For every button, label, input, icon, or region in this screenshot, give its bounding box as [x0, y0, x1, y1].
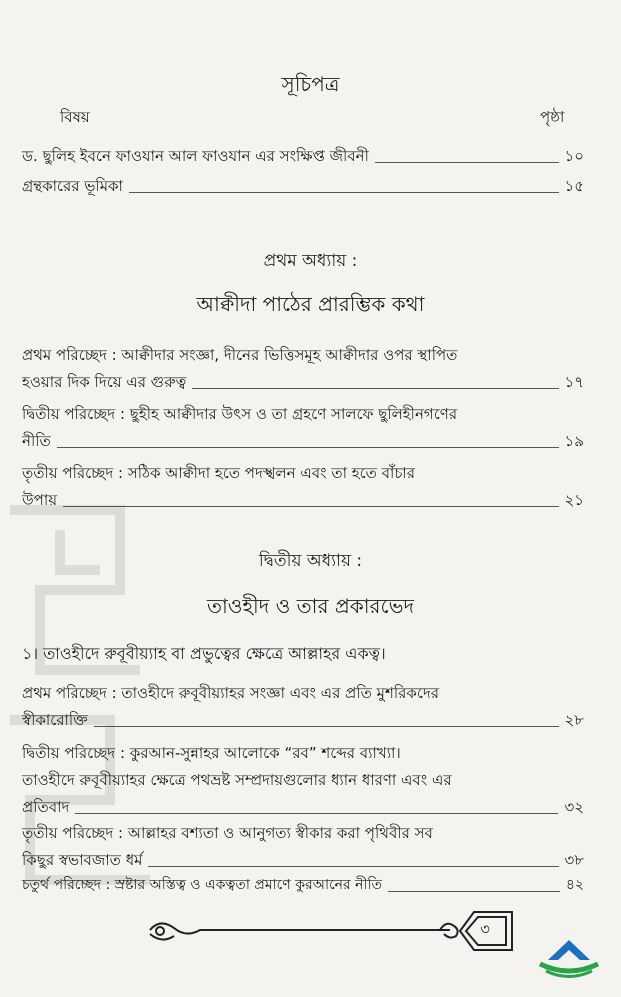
toc-leader — [192, 388, 558, 389]
toc-entry-text: হওয়ার দিক দিয়ে এর গুরুত্ব — [22, 373, 187, 391]
toc-entry-text: ড. ছুলিহ ইবনে ফাওযান আল ফাওযান এর সংক্ষিপ্ত জীবনী — [22, 147, 369, 165]
toc-entry-line: তৃতীয় পরিচ্ছেদ : সঠিক আক্বীদা হতে পদস্খলন এবং তা হতে বাঁচার — [22, 464, 416, 482]
toc-entry[interactable] — [22, 680, 584, 734]
page-number: ৩ — [480, 920, 490, 938]
toc-entry-text: কিছুর স্বভাবজাত ধর্ম — [22, 851, 143, 869]
toc-entry[interactable] — [22, 342, 584, 396]
toc-entry-line: প্রথম পরিচ্ছেদ : আক্বীদার সংজ্ঞা, দীনের ভিত্তিসমূহ আক্বীদার ওপর স্থাপিত — [22, 346, 458, 364]
section-heading: ১। তাওহীদে রুবূবীয়্যাহ বা প্রভুত্বের ক্ষেত্রে আল্লাহর একত্ব। — [22, 644, 386, 663]
toc-entry-line: প্রথম পরিচ্ছেদ : তাওহীদে রুবূবীয়্যাহর সংজ্ঞা এবং এর প্রতি মুশরিকদের — [22, 684, 440, 702]
toc-leader — [388, 891, 560, 892]
toc-leader — [75, 813, 558, 814]
toc-entry[interactable] — [22, 740, 584, 821]
chapter-heading: প্রথম অধ্যায় : — [263, 251, 358, 271]
toc-entry[interactable] — [22, 460, 584, 514]
toc-entry-line: দ্বিতীয় পরিচ্ছেদ : ছুহীহ আক্বীদার উৎস ও তা গ্রহণে সালফে ছুলিহীনগণের — [22, 405, 458, 423]
toc-entry-text: নীতি — [22, 432, 51, 450]
toc-leader — [148, 866, 558, 867]
toc-entry-text: স্বীকারোক্তি — [22, 711, 88, 729]
toc-entry[interactable] — [22, 820, 584, 874]
subject-column-header: বিষয় — [60, 108, 90, 126]
chapter-title: তাওহীদ ও তার প্রকারভেদ — [206, 594, 415, 618]
toc-entry-page: ১৫ — [564, 177, 584, 195]
toc-entry[interactable] — [22, 401, 584, 455]
toc-entry-page: ১০ — [564, 147, 584, 165]
chapter-heading: দ্বিতীয় অধ্যায় : — [258, 551, 363, 571]
toc-entry-page: ১৭ — [564, 373, 584, 391]
toc-entry-page: ৪২ — [565, 877, 584, 893]
page-title: সূচিপত্র — [281, 72, 340, 96]
page-column-header: পৃষ্ঠা — [540, 108, 565, 126]
toc-entry-page: ২৮ — [564, 711, 584, 729]
publisher-logo-icon — [534, 938, 604, 978]
toc-entry-line: দ্বিতীয় পরিচ্ছেদ : কুরআন-সুন্নাহর আলোকে “রব” শব্দের ব্যাখ্যা। — [22, 744, 401, 762]
toc-entry-text: চতুর্থ পরিচ্ছেদ : স্রষ্টার অস্তিত্ব ও একত্বতা প্রমাণে কুরআনের নীতি — [22, 877, 383, 893]
toc-entry-page: ৩৮ — [564, 851, 584, 869]
toc-entry-line: তাওহীদে রুবূবীয়্যাহর ক্ষেত্রে পথভ্রষ্ট সম্প্রদায়গুলোর ধ্যান ধারণা এবং এর — [22, 771, 452, 789]
toc-leader — [63, 506, 558, 507]
toc-leader — [94, 726, 559, 727]
toc-entry[interactable] — [22, 872, 584, 899]
toc-entry-page: ২১ — [564, 491, 584, 509]
toc-entry-text: প্রতিবাদ — [22, 798, 70, 816]
toc-leader — [375, 162, 559, 163]
toc-leader — [57, 447, 559, 448]
toc-entry[interactable] — [22, 173, 584, 200]
chapter-title: আক্বীদা পাঠের প্রারম্ভিক কথা — [196, 292, 425, 316]
toc-entry-line: তৃতীয় পরিচ্ছেদ : আল্লাহর বশ্যতা ও আনুগত্য স্বীকার করা পৃথিবীর সব — [22, 824, 433, 842]
toc-entry[interactable] — [22, 143, 584, 170]
toc-entry-text: গ্রন্থকারের ভূমিকা — [22, 177, 123, 195]
toc-entry-page: ১৯ — [564, 432, 584, 450]
toc-leader — [129, 192, 559, 193]
toc-entry-text: উপায় — [22, 491, 58, 509]
toc-entry-page: ৩২ — [564, 798, 584, 816]
